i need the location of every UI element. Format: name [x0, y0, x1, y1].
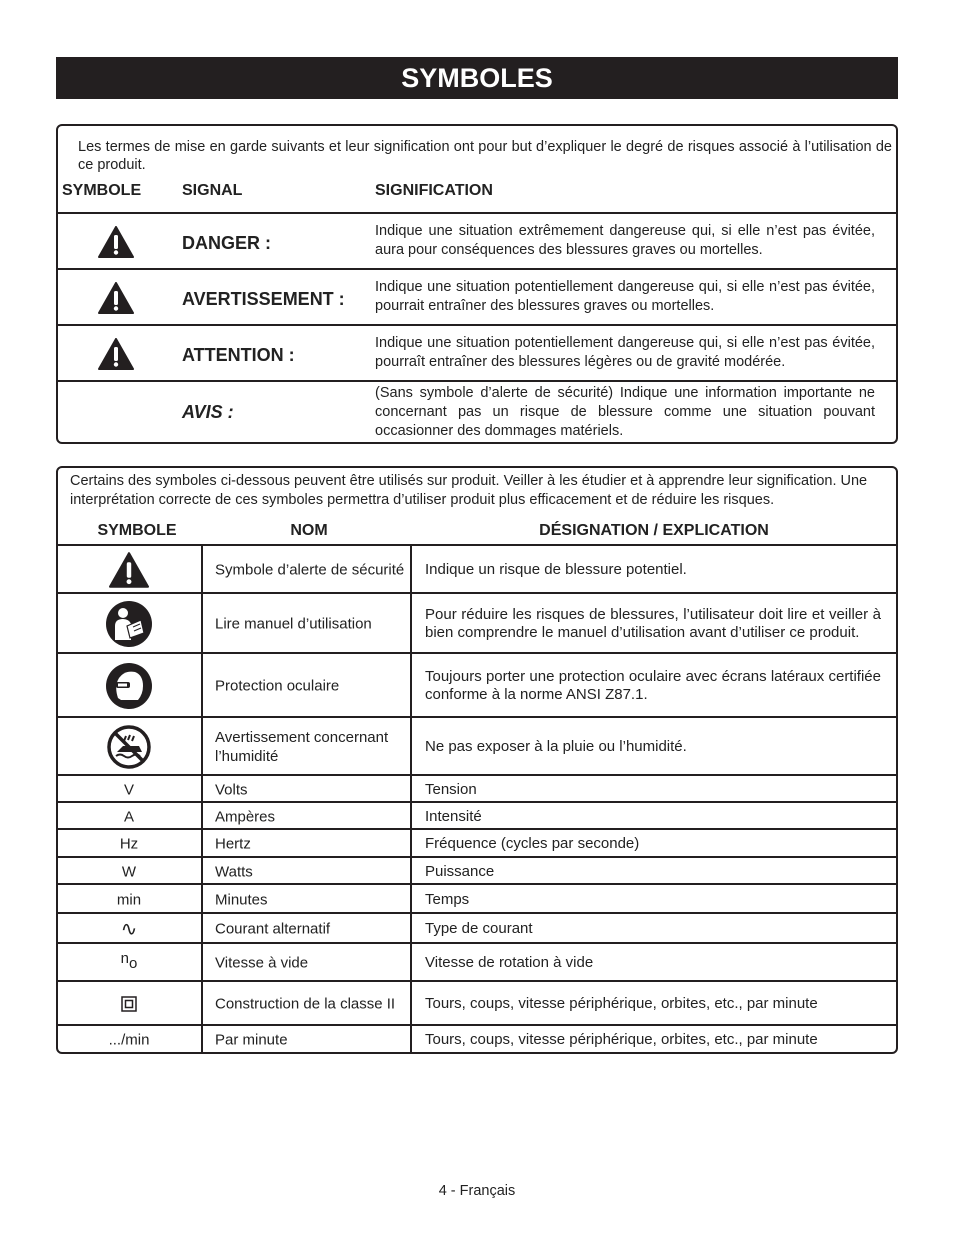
- signal-row-attention: [58, 324, 896, 382]
- symbol-description: Pour réduire les risques de blessures, l’utilisateur doit lire et veiller à bien comprendre le manuel d’utilisation avant d’utiliser ce produit.: [425, 606, 881, 641]
- header-designation: DÉSIGNATION / EXPLICATION: [539, 522, 769, 539]
- table-row: [58, 652, 896, 718]
- symbol-name: Courant alternatif: [215, 920, 331, 938]
- table-row: [58, 980, 896, 1026]
- wet-conditions-icon: [58, 724, 200, 770]
- symbol-name: Symbole d’alerte de sécurité: [215, 561, 405, 579]
- symbols-table: [56, 466, 898, 1054]
- symbol-name: Lire manuel d’utilisation: [215, 615, 372, 633]
- signal-row-avis: [58, 380, 896, 442]
- table-row: [58, 774, 896, 803]
- header-symbol: SYMBOLE: [62, 182, 142, 199]
- symbol-text: V: [123, 781, 134, 798]
- signal-label: DANGER :: [182, 233, 271, 253]
- page-title: SYMBOLES: [56, 57, 898, 99]
- table-row: [58, 912, 896, 944]
- class-ii-construction-icon: [58, 996, 200, 1012]
- header-name: NOM: [290, 522, 328, 539]
- signal-label: ATTENTION :: [182, 345, 295, 365]
- symbol-name: Construction de la classe II: [215, 995, 396, 1013]
- warning-triangle-icon: [98, 282, 134, 314]
- warning-triangle-icon: [98, 226, 134, 258]
- symbol-name: Minutes: [215, 891, 268, 908]
- table-row: [58, 883, 896, 914]
- signal-words-table: [56, 124, 898, 444]
- header-signal: SIGNAL: [182, 182, 243, 199]
- table-row: [58, 942, 896, 982]
- symbol-name: Hertz: [215, 835, 251, 853]
- signal-description: (Sans symbole d’alerte de sécurité) Indique une information importante ne concernant pas un risque de blessure comme une situation pouvant occasionner des dommages matériels.: [375, 385, 875, 439]
- signal-description: Indique une situation potentiellement dangereuse qui, si elle n’est pas évitée, pourraît entraîner des blessures légères ou de gravité modérée.: [375, 335, 875, 370]
- symbol-description: Ne pas exposer à la pluie ou l’humidité.: [425, 738, 687, 755]
- symbol-text: min: [116, 891, 142, 908]
- symbol-description: Tension: [425, 780, 477, 798]
- symbol-text: Hz: [119, 835, 139, 853]
- symbols-intro: Certains des symboles ci-dessous peuvent être utilisés sur produit. Veiller à les étudier et à apprendre leur signification. Une interprétation correcte de ces symboles permettra d’utiliser produit plus efficacement et de réduire les risques.: [70, 473, 868, 508]
- symbol-name: Watts: [215, 863, 253, 880]
- symbol-description: Fréquence (cycles par seconde): [425, 835, 640, 852]
- signal-description: Indique une situation extrêmement dangereuse qui, si elle n’est pas évitée, aura pour conséquences des blessures graves ou mortelles.: [375, 223, 875, 258]
- symbol-text: A: [123, 808, 134, 825]
- symbol-description: Tours, coups, vitesse périphérique, orbites, etc., par minute: [425, 995, 818, 1012]
- symbol-description: Toujours porter une protection oculaire avec écrans latéraux certifiée conforme à la norme ANSI Z87.1.: [425, 668, 881, 703]
- page-footer: 4 - Français: [438, 1183, 516, 1199]
- symbol-name: Avertissement concernant l’humidité: [215, 729, 389, 765]
- signal-row-danger: [58, 212, 896, 270]
- symbol-description: Puissance: [425, 862, 495, 880]
- symbol-text: .../min: [108, 1031, 150, 1049]
- signal-label: AVIS :: [182, 402, 234, 422]
- symbol-description: Tours, coups, vitesse périphérique, orbites, etc., par minute: [425, 1031, 818, 1048]
- symbol-description: Indique un risque de blessure potentiel.: [425, 561, 687, 578]
- symbol-description: Intensité: [425, 807, 482, 825]
- warning-triangle-icon: [58, 552, 200, 588]
- signal-intro: Les termes de mise en garde suivants et leur signification ont pour but d’expliquer le degré de risques associé à l’utilisation de ce produit.: [78, 139, 892, 173]
- warning-triangle-icon: [98, 338, 134, 370]
- table-row: [58, 592, 896, 654]
- signal-label: AVERTISSEMENT :: [182, 289, 345, 309]
- table-row: [58, 801, 896, 830]
- symbol-description: Vitesse de rotation à vide: [425, 954, 594, 971]
- symbol-description: Temps: [425, 890, 470, 908]
- signal-row-avertissement: [58, 268, 896, 326]
- eye-protection-icon: [58, 662, 200, 710]
- table-row: [58, 716, 896, 776]
- symbol-name: Vitesse à vide: [215, 954, 309, 972]
- symbol-name: Protection oculaire: [215, 677, 340, 695]
- no-load-speed-symbol: no: [120, 950, 138, 972]
- table-row: [58, 1024, 896, 1054]
- read-manual-icon: [58, 600, 200, 648]
- symbol-name: Ampères: [215, 808, 276, 825]
- symbol-name: Par minute: [215, 1031, 288, 1049]
- alternating-current-icon: ∿: [120, 918, 138, 941]
- header-meaning: SIGNIFICATION: [375, 182, 493, 199]
- table-row: [58, 856, 896, 885]
- table-row: [58, 544, 896, 594]
- symbol-description: Type de courant: [425, 920, 533, 937]
- table-row: [58, 828, 896, 858]
- header-symbol: SYMBOLE: [97, 522, 177, 539]
- symbol-name: Volts: [215, 781, 248, 798]
- signal-description: Indique une situation potentiellement dangereuse qui, si elle n’est pas évitée, pourrait entraîner des blessures graves ou mortelles.: [375, 279, 875, 314]
- symbol-text: W: [121, 863, 137, 880]
